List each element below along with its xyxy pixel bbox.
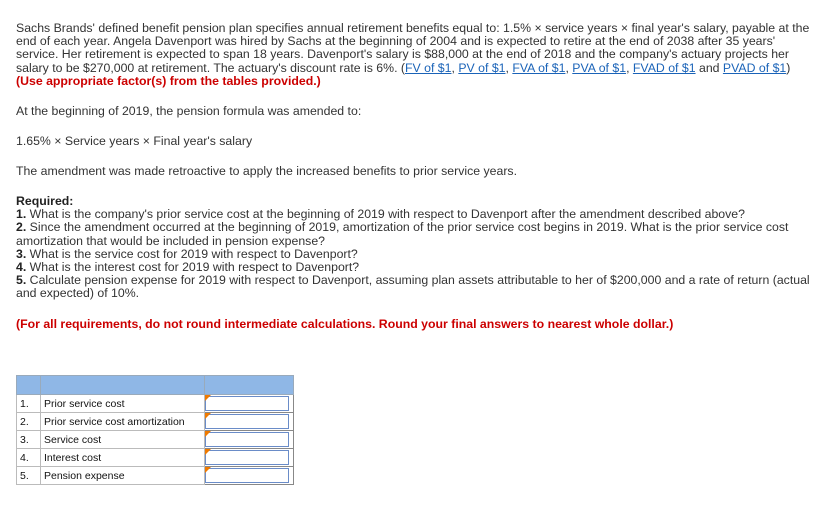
service-cost-input[interactable] [205, 432, 289, 447]
link-fv-table[interactable]: FV of $1 [405, 60, 452, 75]
factor-note: (Use appropriate factor(s) from the tables provided.) [16, 73, 321, 88]
required-flag-icon [205, 395, 211, 401]
rounding-note: (For all requirements, do not round intermediate calculations. Round your final answers to nearest whole dollar.) [16, 316, 674, 331]
answer-table [16, 375, 294, 485]
required-flag-icon [205, 467, 211, 473]
required-heading: Required: [16, 194, 74, 209]
row-label: Interest cost [41, 449, 205, 467]
link-pv-table[interactable]: PV of $1 [458, 60, 506, 75]
answer-row-amortization [17, 413, 294, 431]
row-label: Pension expense [41, 467, 205, 485]
answer-row-pension-expense [17, 467, 294, 485]
link-pva-table[interactable]: PVA of $1 [572, 60, 627, 75]
prior-service-cost-amortization-input[interactable] [205, 414, 289, 429]
row-label: Service cost [41, 431, 205, 449]
required-item-5: 5. Calculate pension expense for 2019 with respect to Davenport, assuming plan assets attributable to her of $200,000 and a rate of return (actual and expected) of 10%. [16, 273, 810, 301]
answer-row-prior-service-cost [17, 395, 294, 413]
row-label: Prior service cost amortization [41, 413, 205, 431]
answer-table-header [17, 376, 294, 395]
row-number: 1. [17, 395, 41, 413]
link-fvad-table[interactable]: FVAD of $1 [632, 60, 696, 75]
required-item-4: 4. What is the interest cost for 2019 with respect to Davenport? [16, 260, 360, 275]
amended-line: At the beginning of 2019, the pension formula was amended to: [16, 104, 362, 119]
answer-row-service-cost [17, 431, 294, 449]
row-number: 2. [17, 413, 41, 431]
required-item-2: 2. Since the amendment occurred at the beginning of 2019, amortization of the prior service cost begins in 2019. What is the prior service cost amortization that would be included in pension expense? [16, 220, 789, 248]
link-pvad-table[interactable]: PVAD of $1 [722, 60, 787, 75]
pension-expense-input[interactable] [205, 468, 289, 483]
row-number: 4. [17, 449, 41, 467]
required-item-3: 3. What is the service cost for 2019 with respect to Davenport? [16, 246, 358, 261]
answer-row-interest-cost [17, 449, 294, 467]
row-number: 5. [17, 467, 41, 485]
row-label: Prior service cost [41, 395, 205, 413]
problem-content [16, 22, 811, 331]
required-flag-icon [205, 449, 211, 455]
amended-formula: 1.65% × Service years × Final year's salary [16, 134, 253, 149]
link-fva-table[interactable]: FVA of $1 [512, 60, 566, 75]
required-flag-icon [205, 431, 211, 437]
required-flag-icon [205, 413, 211, 419]
row-number: 3. [17, 431, 41, 449]
retroactive-line: The amendment was made retroactive to apply the increased benefits to prior service years. [16, 164, 518, 179]
problem-intro: Sachs Brands' defined benefit pension plan specifies annual retirement benefits equal to: 1.5% × service years × final year's salary, payable at the end of each year. Angela Davenport was hired by Sachs at the beginning of 2004 and is expected to retire at the end of 2038 after 35 years' service. Her retirement is expected to span 18 years. Davenport's salary is $88,000 at the end of 2018 and the company's actuary projects her salary to be $270,000 at retirement. The actuary's discount rate is 6%. (FV of $1, PV of $1, FVA of $1, PVA of $1, FVAD of $1 and PVAD of $1) (Use appropriate factor(s) from the tables provided.) [16, 21, 810, 88]
interest-cost-input[interactable] [205, 450, 289, 465]
prior-service-cost-input[interactable] [205, 396, 289, 411]
required-section [16, 195, 811, 301]
required-item-1: 1. What is the company's prior service cost at the beginning of 2019 with respect to Davenport after the amendment described above? [16, 207, 745, 222]
